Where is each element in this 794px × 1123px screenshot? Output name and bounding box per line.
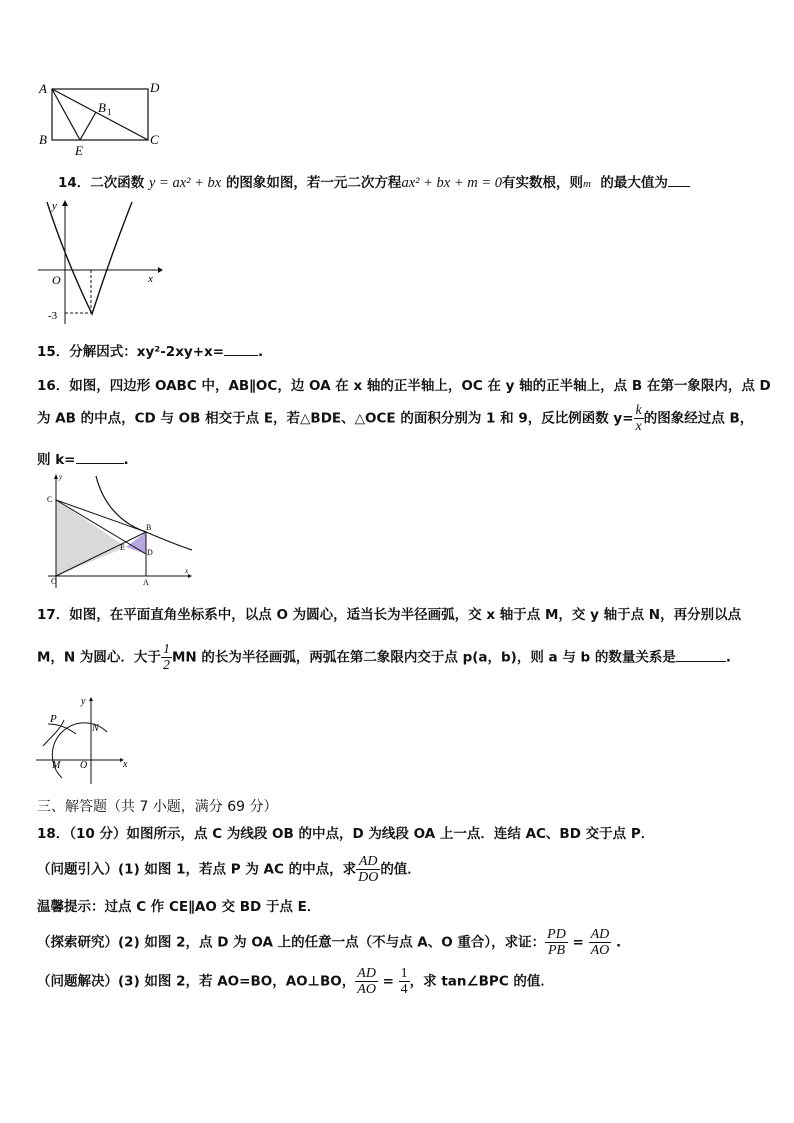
question-16-line-1: 16．如图，四边形 OABC 中，AB∥OC，边 OA 在 x 轴的正半轴上，OC 在 y 轴的正半轴上，点 B 在第一象限内，点 D	[37, 378, 771, 394]
triangle-bde-shaded	[126, 532, 146, 554]
q14-formula-1: y = ax² + bx	[149, 175, 222, 191]
label-a: A	[143, 578, 149, 587]
label-m: M	[52, 760, 61, 771]
question-18-hint: 温馨提示：过点 C 作 CE∥AO 交 BD 于点 E．	[37, 899, 321, 915]
q15-answer-blank	[224, 343, 258, 356]
q18-frac-ao: AO	[590, 943, 610, 958]
q18-text-4a: （探索研究）(2) 如图 2，点 D 为 OA 上的任意一点（不与点 A、O 重合），求证：	[37, 934, 546, 951]
label-b1: B	[98, 100, 106, 115]
origin-label: O	[52, 273, 61, 287]
label-a: A	[39, 81, 47, 96]
q18-frac-denominator: DO	[358, 870, 379, 885]
q16-frac-denominator: x	[635, 419, 642, 434]
segment-eb1	[80, 112, 96, 140]
q14-text-2: 的图象如图，若一元二次方程	[225, 175, 402, 191]
axis-label-x: x	[148, 273, 153, 285]
label-n: N	[92, 723, 99, 734]
question-15	[37, 340, 263, 360]
question-17-line-1: 17．如图，在平面直角坐标系中，以点 O 为圆心，适当长为半径画弧，交 x 轴于点 M，交 y 轴于点 N，再分别以点	[37, 607, 742, 623]
label-b1-sub: 1	[107, 107, 112, 117]
q17-answer-blank	[676, 649, 726, 662]
q17-frac-numerator: 1	[162, 642, 170, 657]
q18-end-4: .	[615, 934, 622, 951]
q17-frac-denominator: 2	[162, 658, 170, 673]
axis-label-x: x	[123, 759, 128, 770]
label-b: B	[39, 132, 47, 147]
hyperbola-figure	[42, 470, 194, 592]
label-o: O	[51, 577, 57, 586]
parabola-figure	[36, 196, 166, 326]
q17-text-2a: M，N 为圆心．大于	[37, 649, 161, 666]
q18-fraction-ad-ao	[589, 927, 612, 958]
q18-frac-pb: PB	[545, 942, 568, 958]
q14-text-3: 有实数根，则	[501, 175, 583, 191]
q16-fraction	[634, 403, 644, 434]
axis-label-y: y	[81, 696, 86, 707]
q18-frac-pd: PD	[547, 927, 566, 942]
q18-equals-2: =	[382, 973, 394, 990]
label-d: D	[150, 80, 160, 95]
q18-fraction-one-quarter	[399, 966, 410, 997]
q18-frac5-ao: AO	[357, 982, 376, 997]
q15-end: .	[258, 344, 264, 360]
q18-frac5-ad: AD	[357, 966, 376, 981]
compass-construction-figure	[34, 694, 134, 786]
q14-answer-blank	[668, 174, 690, 187]
q18-fraction-ad-ao-2	[355, 966, 378, 997]
q16-answer-blank	[76, 451, 124, 464]
q17-end: .	[725, 649, 732, 666]
label-o: O	[80, 760, 88, 771]
x-axis-arrow-icon	[158, 267, 163, 273]
q14-formula-2: ax² + bx + m = 0	[401, 175, 502, 191]
q17-fraction	[161, 642, 172, 673]
q16-frac-numerator: k	[635, 403, 642, 418]
q18-fraction-ad-do	[356, 854, 380, 885]
q16-text-2b: 的图象经过点 B，	[643, 410, 754, 427]
q14-text-1: 二次函数	[90, 175, 145, 191]
q16-end: .	[123, 452, 129, 468]
label-c: C	[47, 495, 53, 504]
q18-frac-ad: AD	[590, 927, 610, 942]
question-16-line-2	[37, 403, 753, 434]
q14-var-m: m	[582, 178, 591, 190]
tick-label-neg3: -3	[48, 310, 58, 322]
y-axis-arrow-icon	[89, 697, 93, 701]
q18-fraction-pd-pb	[545, 927, 568, 958]
label-e: E	[120, 543, 125, 552]
q18-text-5a: （问题解决）(3) 如图 2，若 AO=BO，AO⊥BO，	[37, 973, 356, 990]
label-p: P	[50, 713, 57, 725]
q18-text-2b: 的值．	[380, 861, 421, 878]
question-18-line-4	[37, 927, 621, 958]
q17-text-2b: MN 的长为半径画弧，两弧在第二象限内交于点 p(a，b)，则 a 与 b 的数量关系是	[171, 649, 676, 666]
q14-text-4: 的最大值为	[600, 175, 668, 191]
label-c: C	[150, 132, 159, 147]
y-axis-arrow-icon	[62, 200, 68, 206]
q18-frac-numerator: AD	[358, 854, 378, 869]
parabola-curve	[47, 202, 132, 314]
question-18-line-1: 18．（10 分）如图所示，点 C 为线段 OB 的中点，D 为线段 OA 上一点．连结 AC、BD 交于点 P．	[37, 826, 655, 842]
q14-number: 14．	[58, 175, 91, 191]
y-axis-arrow-icon	[54, 474, 58, 479]
q16-text-2a: 为 AB 的中点，CD 与 OB 相交于点 E，若△BDE、△OCE 的面积分别为 1 和 9，反比例函数 y=	[37, 410, 634, 427]
axis-label-x: x	[185, 567, 189, 575]
question-18-line-5	[37, 966, 554, 997]
q18-text-5b: ，求 tan∠BPC 的值．	[409, 973, 554, 990]
q15-text: 15．分解因式：xy²-2xy+x=	[37, 344, 225, 360]
label-e: E	[75, 143, 83, 158]
q16-text-3: 则 k=	[37, 452, 76, 468]
question-14	[58, 171, 690, 192]
question-18-line-2	[37, 854, 421, 885]
q18-equals-1: =	[572, 934, 584, 951]
rectangle-figure	[30, 78, 170, 160]
question-17-line-2	[37, 642, 731, 673]
q18-text-2a: （问题引入）(1) 如图 1，若点 P 为 AC 的中点，求	[37, 861, 357, 878]
question-16-line-3	[37, 448, 129, 468]
q18-frac5-1: 1	[400, 966, 408, 981]
q18-frac5-4: 4	[400, 982, 408, 997]
section-3-heading: 三、解答题（共 7 小题，满分 69 分）	[37, 799, 278, 815]
label-d: D	[147, 548, 153, 557]
axis-label-y: y	[52, 200, 57, 212]
triangle-oce-shaded	[56, 500, 126, 576]
x-axis-arrow-icon	[188, 574, 192, 578]
label-b: B	[146, 523, 152, 532]
axis-label-y: y	[59, 473, 63, 481]
